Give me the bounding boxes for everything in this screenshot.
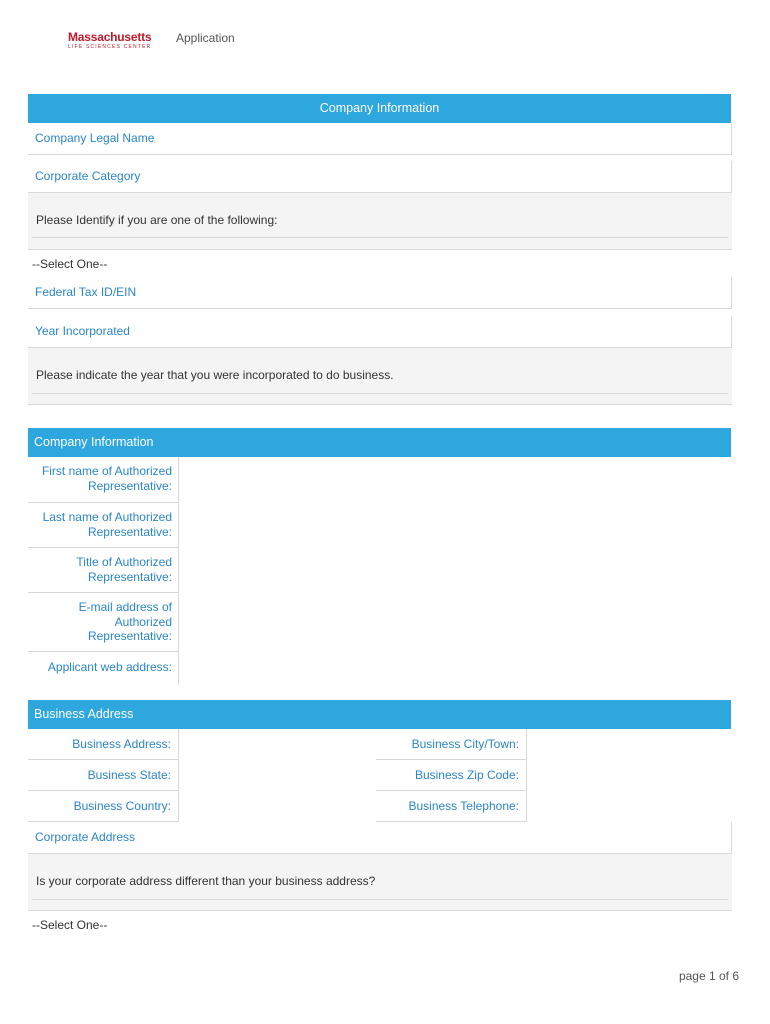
business-country-label[interactable]: Business Country: [28,791,179,822]
divider [32,899,728,900]
representative-labels [28,457,179,685]
corporate-address-field[interactable]: Corporate Address [28,822,732,854]
logo-sub-text: LIFE SCIENCES CENTER [68,44,152,50]
divider [32,393,728,394]
identify-select[interactable]: --Select One-- [32,257,108,271]
corporate-prompt-block [28,854,732,911]
company-info-header-2: Company Information [28,428,731,457]
identify-block [28,193,732,250]
company-info-header: Company Information [28,94,731,123]
email-label[interactable]: E-mail address of Authorized Representative: [28,593,179,652]
federal-tax-id-field[interactable]: Federal Tax ID/EIN [28,277,732,309]
corporate-prompt: Is your corporate address different than your business address? [36,874,376,888]
year-block [28,348,732,405]
business-city-label[interactable]: Business City/Town: [376,729,527,760]
business-phone-label[interactable]: Business Telephone: [376,791,527,822]
logo-main-text: Massachusetts [68,30,152,44]
mlsc-logo [68,31,163,53]
business-state-label[interactable]: Business State: [28,760,179,791]
last-name-label[interactable]: Last name of Authorized Representative: [28,503,179,548]
year-prompt: Please indicate the year that you were incorporated to do business. [36,368,394,382]
first-name-label[interactable]: First name of Authorized Representative: [28,457,179,503]
year-incorporated-field[interactable]: Year Incorporated [28,316,732,348]
divider [32,237,728,238]
business-zip-label[interactable]: Business Zip Code: [376,760,527,791]
web-address-label[interactable]: Applicant web address: [47,660,172,674]
business-address-header: Business Address [28,700,731,729]
page-header [0,0,770,70]
page-number: page 1 of 6 [678,969,739,983]
company-legal-name-field[interactable]: Company Legal Name [28,123,732,155]
corporate-category-field[interactable]: Corporate Category [28,161,732,193]
title-label[interactable]: Title of Authorized Representative: [28,548,179,593]
identify-prompt: Please Identify if you are one of the following: [36,213,278,227]
application-label: Application [176,31,235,45]
business-address-label[interactable]: Business Address: [28,729,179,760]
corporate-select[interactable]: --Select One-- [32,918,108,932]
